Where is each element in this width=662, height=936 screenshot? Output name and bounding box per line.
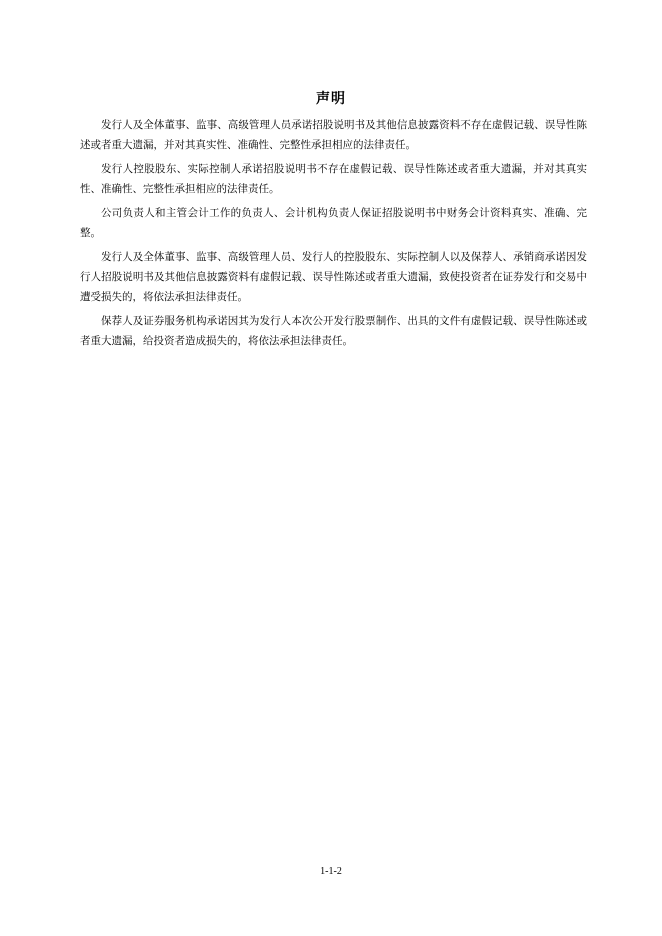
paragraph-5: 保荐人及证券服务机构承诺因其为发行人本次公开发行股票制作、出具的文件有虚假记载、误导性陈述或者重大遗漏，给投资者造成损失的，将依法承担法律责任。 [80,315,587,347]
page-title: 声明 [316,91,346,107]
paragraph-1: 发行人及全体董事、监事、高级管理人员承诺招股说明书及其他信息披露资料不存在虚假记载、误导性陈述或者重大遗漏，并对其真实性、准确性、完整性承担相应的法律责任。 [80,119,587,151]
paragraph-2: 发行人控股股东、实际控制人承诺招股说明书不存在虚假记载、误导性陈述或者重大遗漏，并对其真实性、准确性、完整性承担相应的法律责任。 [80,163,587,195]
declaration-body [80,115,587,355]
paragraph-4: 发行人及全体董事、监事、高级管理人员、发行人的控股股东、实际控制人以及保荐人、承销商承诺因发行人招股说明书及其他信息披露资料有虚假记载、误导性陈述或者重大遗漏，致使投资者在证券发行和交易中遭受损失的，将依法承担法律责任。 [80,251,587,303]
paragraph-3: 公司负责人和主管会计工作的负责人、会计机构负责人保证招股说明书中财务会计资料真实、准确、完整。 [80,207,587,239]
page-number: 1-1-2 [320,866,342,877]
